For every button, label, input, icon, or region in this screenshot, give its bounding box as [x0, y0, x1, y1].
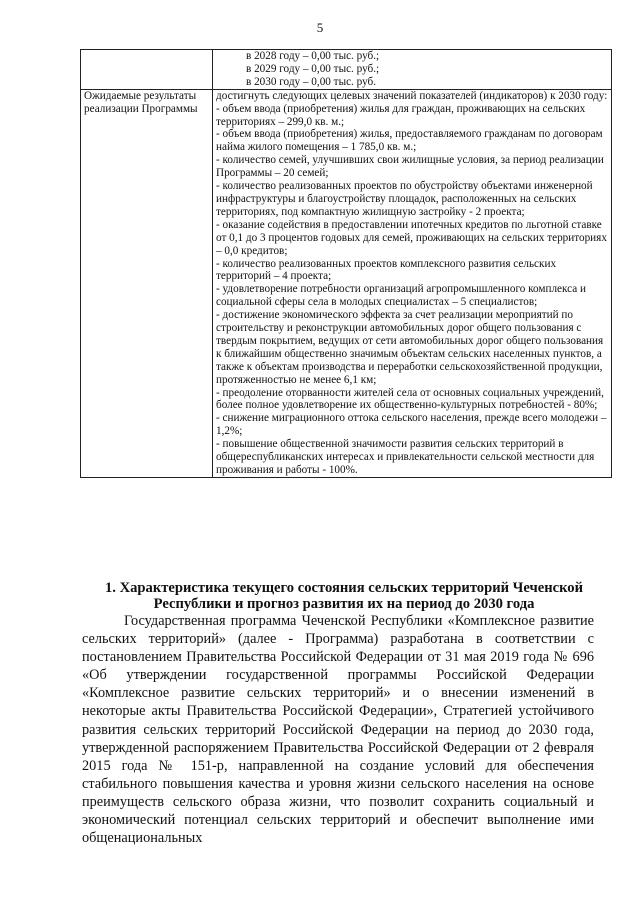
- funding-line-2029: в 2029 году – 0,00 тыс. руб.;: [246, 62, 380, 75]
- results-item: - количество реализованных проектов комплексного развития сельских территорий – 4 проекта;: [216, 257, 557, 283]
- page-number: 5: [316, 20, 324, 35]
- table-row-funding: [81, 50, 612, 90]
- section-heading: 1. Характеристика текущего состояния сельских территорий Чеченской Республики и прогноз развития их на период до 2030 года: [104, 580, 584, 612]
- results-intro: достигнуть следующих целевых значений показателей (индикаторов) к 2030 году:: [216, 89, 608, 102]
- table-cell-results: [213, 89, 612, 477]
- results-item: - количество семей, улучшивших свои жилищные условия, за период реализации Программы – 20 семей;: [216, 154, 604, 180]
- results-item: - удовлетворение потребности организаций агропромышленного комплекса и социальной сферы села в молодых специалистах – 5 специалистов;: [216, 283, 587, 309]
- results-item: - количество реализованных проектов по обустройству объектами инженерной инфраструктуры и благоустройству площадок, расположенных на сельских территориях, под компактную жилищную застройку - 2 проекта;: [216, 180, 593, 218]
- funding-line-2030: в 2030 году – 0,00 тыс. руб.: [246, 75, 377, 88]
- results-label: Ожидаемые результаты реализации Программы: [81, 89, 213, 477]
- table-row-expected-results: [81, 89, 612, 477]
- results-item: - достижение экономического эффекта за счет реализации мероприятий по строительству и реконструкции автомобильных дорог общего пользования с твердым покрытием, ведущих от сети автомобильных дорог общего пользования к ближайшим общественно значимым объектам сельских населенных пунктов, а также к объектам производства и переработки сельскохозяйственной продукции, протяженностью не менее 6,1 км;: [216, 309, 604, 386]
- table-cell-empty-label: [81, 50, 213, 90]
- results-item: - повышение общественной значимости развития сельских территорий в общереспубликанских интересах и привлекательности сельской местности для проживания и работы - 100%.: [216, 438, 595, 476]
- funding-line-2028: в 2028 году – 0,00 тыс. руб.;: [246, 50, 380, 62]
- results-item: - объем ввода (приобретения) жилья для граждан, проживающих на сельских территориях – 299,0 кв. м.;: [216, 102, 586, 128]
- program-passport-table: [80, 49, 612, 478]
- results-item: - объем ввода (приобретения) жилья, предоставляемого гражданам по договорам найма жилого помещения – 1 785,0 кв. м.;: [216, 128, 603, 154]
- body-paragraph: Государственная программа Чеченской Республики «Комплексное развитие сельских территорий» (далее - Программа) разработана в соответствии с постановлением Правительства Российской Федерации от 31 мая 2019 года № 696 «Об утверждении государственной программы Российской Федерации «Комплексное развитие сельских территорий» и о внесении изменений в некоторые акты Правительства Российской Федерации», Стратегией устойчивого развития сельских территорий Российской Федерации на период до 2030 года, утвержденной распоряжением Правительства Российской Федерации от 2 февраля 2015 года № 151-р, направленной на создание условий для обеспечения стабильного повышения качества и уровня жизни сельского населения на основе преимуществ сельского образа жизни, что позволит сохранить социальный и экономический потенциал сельских территорий и обеспечит выполнение ими общенациональных: [82, 613, 594, 847]
- results-item: - снижение миграционного оттока сельского населения, прежде всего молодежи – 1,2%;: [216, 412, 607, 438]
- results-item: - оказание содействия в предоставлении ипотечных кредитов по льготной ставке от 0,1 до 3 процентов годовых для семей, проживающих на сельских территориях – 0,0 кредитов;: [216, 218, 607, 257]
- table-cell-funding: [213, 50, 612, 90]
- results-item: - преодоление оторванности жителей села от основных социальных учреждений, более полное удовлетворение их общественно-культурных потребностей - 80%;: [216, 386, 604, 412]
- section-body: [82, 612, 594, 847]
